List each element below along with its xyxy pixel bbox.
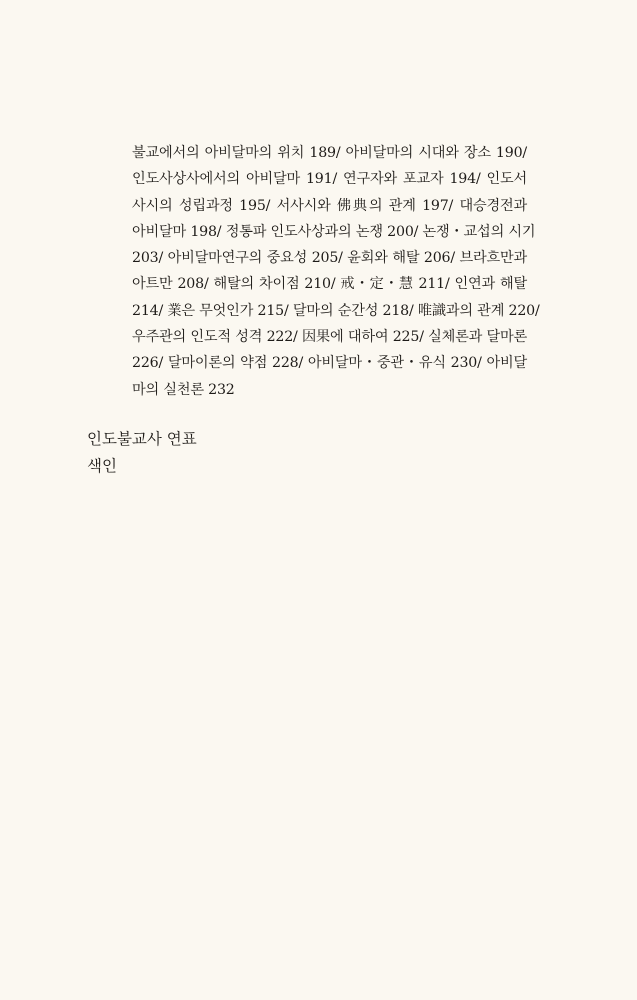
section-index-heading: 색인 xyxy=(87,457,117,475)
toc-line: 마의 실천론 232 xyxy=(132,381,235,398)
toc-line: 아트만 208/ 해탈의 차이점 210/ 戒・定・慧 211/ 인연과 해탈 xyxy=(132,276,527,293)
toc-line: 203/ 아비달마연구의 중요성 205/ 윤회와 해탈 206/ 브라흐만과 xyxy=(132,250,527,267)
toc-line: 우주관의 인도적 성격 222/ 因果에 대하여 225/ 실체론과 달마론 xyxy=(132,329,527,346)
toc-line: 불교에서의 아비달마의 위치 189/ 아비달마의 시대와 장소 190/ xyxy=(132,145,527,161)
toc-line: 아비달마 198/ 정통파 인도사상과의 논쟁 200/ 논쟁・교섭의 시기 xyxy=(132,223,536,240)
toc-paragraph xyxy=(132,140,540,403)
section-chronology-heading: 인도불교사 연표 xyxy=(87,430,197,448)
toc-sections xyxy=(87,426,197,480)
toc-line: 사시의 성립과정 195/ 서사시와 佛典의 관계 197/ 대승경전과 xyxy=(132,197,527,214)
toc-line: 214/ 業은 무엇인가 215/ 달마의 순간성 218/ 唯識과의 관계 220/ xyxy=(132,302,540,319)
toc-line: 인도사상사에서의 아비달마 191/ 연구자와 포교자 194/ 인도서 xyxy=(132,171,527,188)
toc-line: 226/ 달마이론의 약점 228/ 아비달마・중관・유식 230/ 아비달 xyxy=(132,355,527,372)
